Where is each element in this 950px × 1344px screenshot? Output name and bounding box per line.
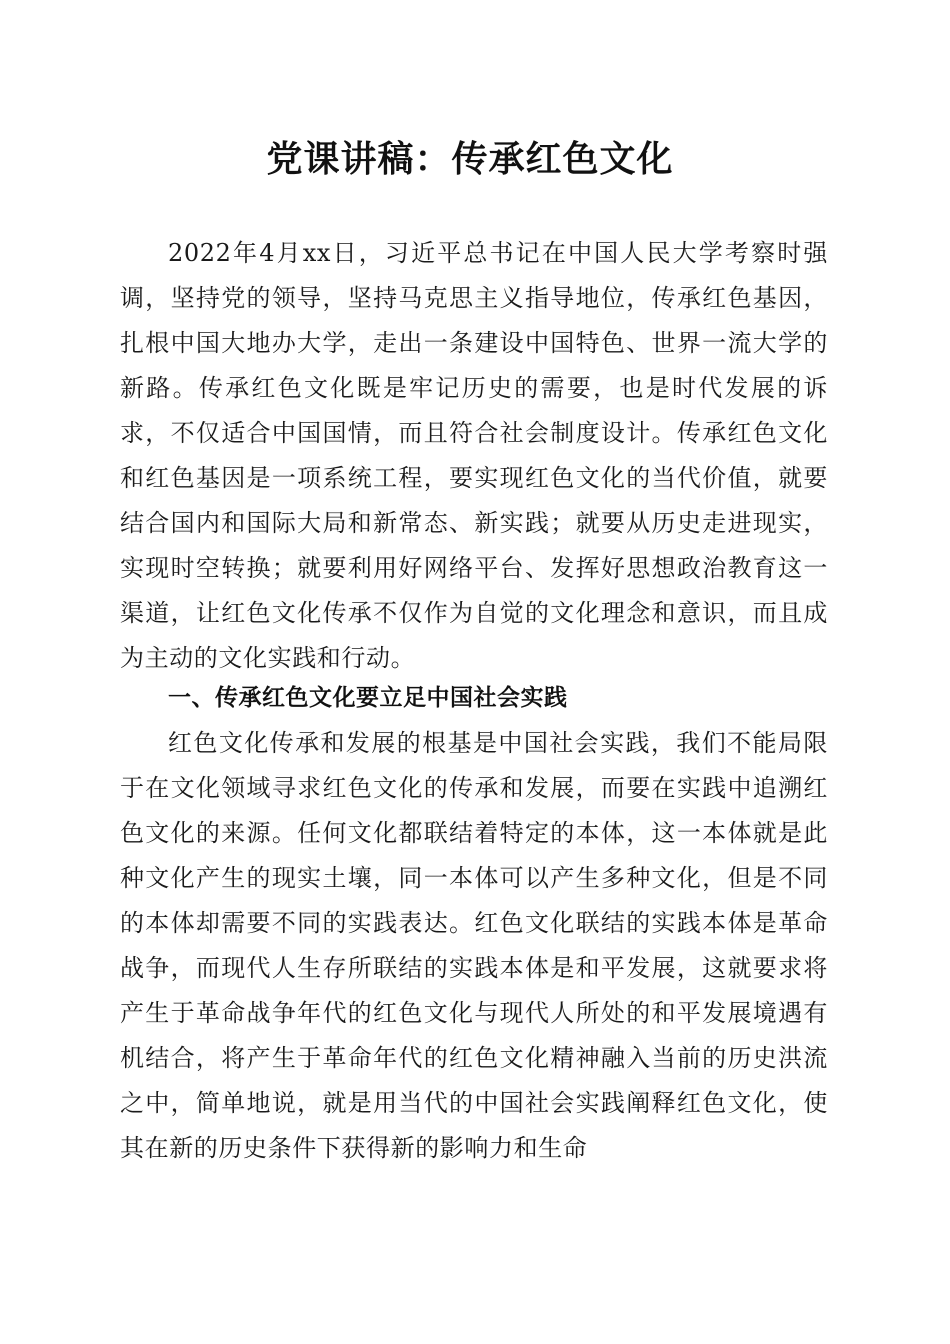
section-paragraph-block bbox=[120, 721, 828, 1171]
intro-paragraph: 2022年4月xx日，习近平总书记在中国人民大学考察时强调，坚持党的领导，坚持马克思主义指导地位，传承红色基因，扎根中国大地办大学，走出一条建设中国特色、世界一流大学的新路。传承红色文化既是牢记历史的需要，也是时代发展的诉求，不仅适合中国国情，而且符合社会制度设计。传承红色文化和红色基因是一项系统工程，要实现红色文化的当代价值，就要结合国内和国际大局和新常态、新实践；就要从历史走进现实，实现时空转换；就要利用好网络平台、发挥好思想政治教育这一渠道，让红色文化传承不仅作为自觉的文化理念和意识，而且成为主动的文化实践和行动。 bbox=[120, 239, 828, 672]
section-paragraph: 红色文化传承和发展的根基是中国社会实践，我们不能局限于在文化领域寻求红色文化的传承和发展，而要在实践中追溯红色文化的来源。任何文化都联结着特定的本体，这一本体就是此种文化产生的现实土壤，同一本体可以产生多种文化，但是不同的本体却需要不同的实践表达。红色文化联结的实践本体是革命战争，而现代人生存所联结的实践本体是和平发展，这就要求将产生于革命战争年代的红色文化与现代人所处的和平发展境遇有机结合，将产生于革命年代的红色文化精神融入当前的历史洪流之中，简单地说，就是用当代的中国社会实践阐释红色文化，使其在新的历史条件下获得新的影响力和生命 bbox=[120, 729, 828, 1162]
section-heading: 一、传承红色文化要立足中国社会实践 bbox=[168, 685, 568, 711]
intro-paragraph-block bbox=[120, 231, 828, 681]
document-title: 党课讲稿：传承红色文化 bbox=[266, 138, 674, 180]
